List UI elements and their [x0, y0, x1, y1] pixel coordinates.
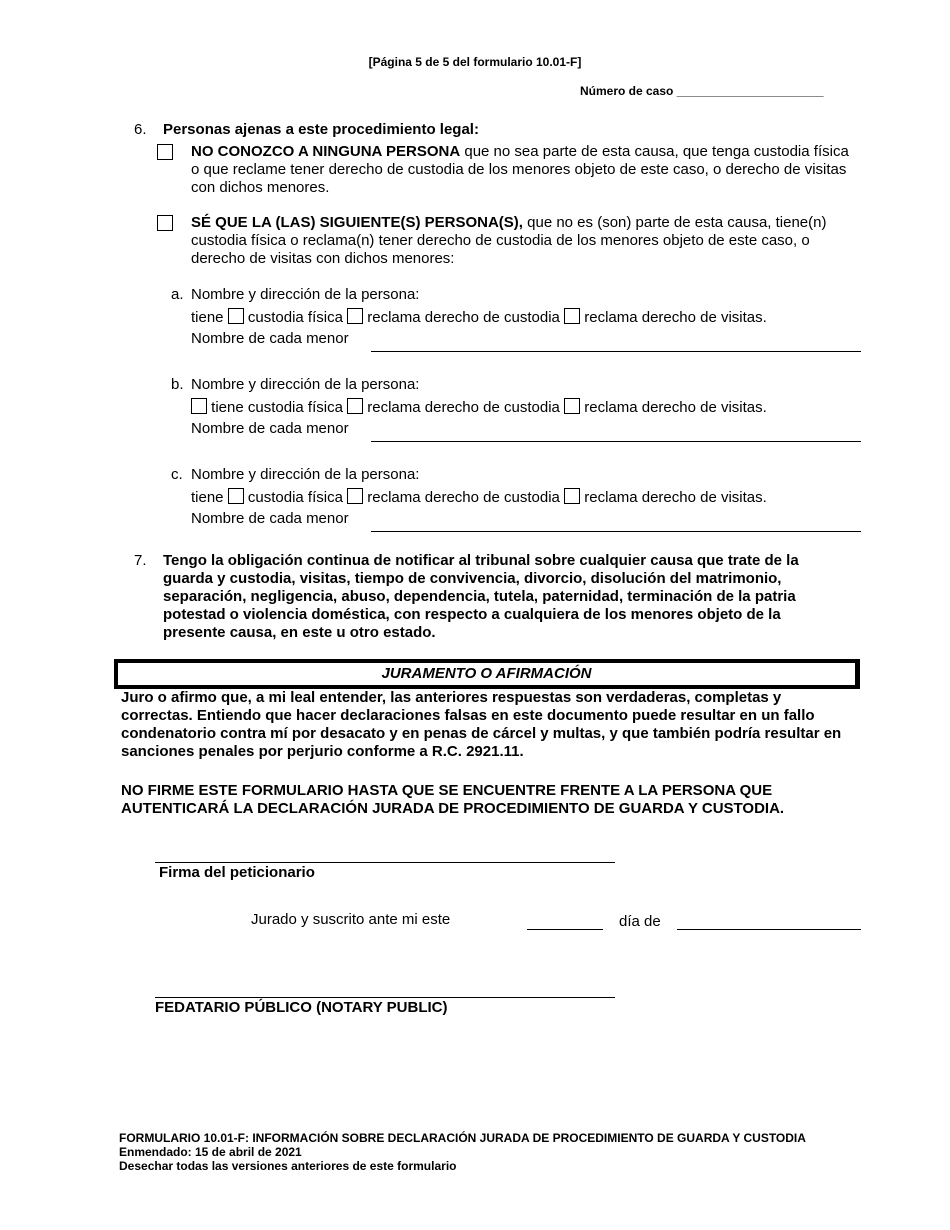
- person-c-reclama-visitas-checkbox[interactable]: [564, 488, 580, 504]
- case-number: [580, 84, 824, 98]
- person-a-letter: a.: [171, 286, 184, 303]
- option-no-person-checkbox[interactable]: [157, 144, 173, 160]
- person-a-children-label: Nombre de cada menor: [191, 330, 349, 347]
- person-c-children-label: Nombre de cada menor: [191, 510, 349, 527]
- case-number-label: Número de caso: [580, 84, 674, 98]
- option-know-persons-text: SÉ QUE LA (LAS) SIGUIENTE(S) PERSONA(S), que no es (son) parte de esta causa, tiene(n) custodia física o reclama(n) tener derecho de custodia de los menores objeto de este caso, o derecho de visitas con dichos menores:: [191, 214, 827, 267]
- oath-text: Juro o afirmo que, a mi leal entender, las anteriores respuestas son verdaderas, completas y correctas. Entiendo que hacer declaraciones falsas en este documento puede resultar en un fallo condenatorio contra mí por desacato y en penas de cárcel y multas, y que también podría resultar en sanciones penales por perjurio conforme a R.C. 2921.11.: [121, 689, 842, 760]
- person-c-options: tiene custodia física reclama derecho de custodia reclama derecho de visitas.: [191, 489, 767, 506]
- person-c-reclama-custodia-checkbox[interactable]: [347, 488, 363, 504]
- person-b-options: tiene custodia física reclama derecho de custodia reclama derecho de visitas.: [191, 398, 767, 416]
- option-no-person-text: NO CONOZCO A NINGUNA PERSONA que no sea parte de esta causa, que tenga custodia física o que reclame tener derecho de custodia de los menores objeto de este caso, o derecho de visitas con dichos menores.: [191, 143, 849, 196]
- person-a-reclama-custodia-checkbox[interactable]: [347, 308, 363, 324]
- option-know-persons-checkbox[interactable]: [157, 215, 173, 231]
- person-c-letter: c.: [171, 466, 183, 483]
- section-6-title: Personas ajenas a este procedimiento legal:: [163, 121, 479, 138]
- person-b-letter: b.: [171, 376, 184, 393]
- petitioner-signature-line[interactable]: [155, 862, 615, 863]
- person-c-name-label: Nombre y dirección de la persona:: [191, 466, 420, 483]
- person-a-children-line[interactable]: [371, 351, 861, 352]
- sworn-day-line[interactable]: [527, 929, 603, 930]
- footer-form-title: FORMULARIO 10.01-F: INFORMACIÓN SOBRE DECLARACIÓN JURADA DE PROCEDIMIENTO DE GUARDA Y CUSTODIA: [119, 1131, 806, 1145]
- person-c-children-line[interactable]: [371, 531, 861, 532]
- day-of-label: día de: [619, 913, 661, 930]
- sworn-label: Jurado y suscrito ante mi este: [251, 911, 451, 928]
- person-b-custodia-checkbox[interactable]: [191, 398, 207, 414]
- notary-label: FEDATARIO PÚBLICO (NOTARY PUBLIC): [155, 999, 448, 1016]
- oath-title: JURAMENTO O AFIRMACIÓN: [381, 665, 592, 682]
- person-b-name-label: Nombre y dirección de la persona:: [191, 376, 420, 393]
- notary-signature-line[interactable]: [155, 997, 615, 998]
- petitioner-signature-label: Firma del peticionario: [159, 864, 315, 881]
- page-indicator: [Página 5 de 5 del formulario 10.01-F]: [368, 55, 582, 69]
- form-footer: [119, 1131, 806, 1173]
- footer-discard-note: Desechar todas las versiones anteriores de este formulario: [119, 1159, 457, 1173]
- person-b-reclama-visitas-checkbox[interactable]: [564, 398, 580, 414]
- section-7-text: Tengo la obligación continua de notificar al tribunal sobre cualquier causa que trate de la guarda y custodia, visitas, tiempo de convivencia, divorcio, disolución del matrimonio, separación, negligencia, abuso, dependencia, tutela, paternidad, terminación de la patria potestad o violencia doméstica, con respecto a cualquiera de los menores objeto de la presente causa, en este u otro estado.: [163, 552, 799, 641]
- oath-warning: NO FIRME ESTE FORMULARIO HASTA QUE SE ENCUENTRE FRENTE A LA PERSONA QUE AUTENTICARÁ LA DECLARACIÓN JURADA DE PROCEDIMIENTO DE GUARDA Y CUSTODIA.: [121, 782, 785, 817]
- person-a-name-label: Nombre y dirección de la persona:: [191, 286, 420, 303]
- oath-title-box: [114, 659, 860, 689]
- sworn-month-line[interactable]: [677, 929, 861, 930]
- person-b-reclama-custodia-checkbox[interactable]: [347, 398, 363, 414]
- person-c-custodia-checkbox[interactable]: [228, 488, 244, 504]
- person-b-children-line[interactable]: [371, 441, 861, 442]
- person-b-children-label: Nombre de cada menor: [191, 420, 349, 437]
- case-number-blank[interactable]: ______________________: [676, 84, 824, 98]
- person-a-reclama-visitas-checkbox[interactable]: [564, 308, 580, 324]
- person-a-options: tiene custodia física reclama derecho de custodia reclama derecho de visitas.: [191, 309, 767, 326]
- person-a-custodia-checkbox[interactable]: [228, 308, 244, 324]
- section-6-number: 6.: [134, 121, 147, 138]
- footer-amended: Enmendado: 15 de abril de 2021: [119, 1145, 302, 1159]
- section-7-number: 7.: [134, 552, 147, 569]
